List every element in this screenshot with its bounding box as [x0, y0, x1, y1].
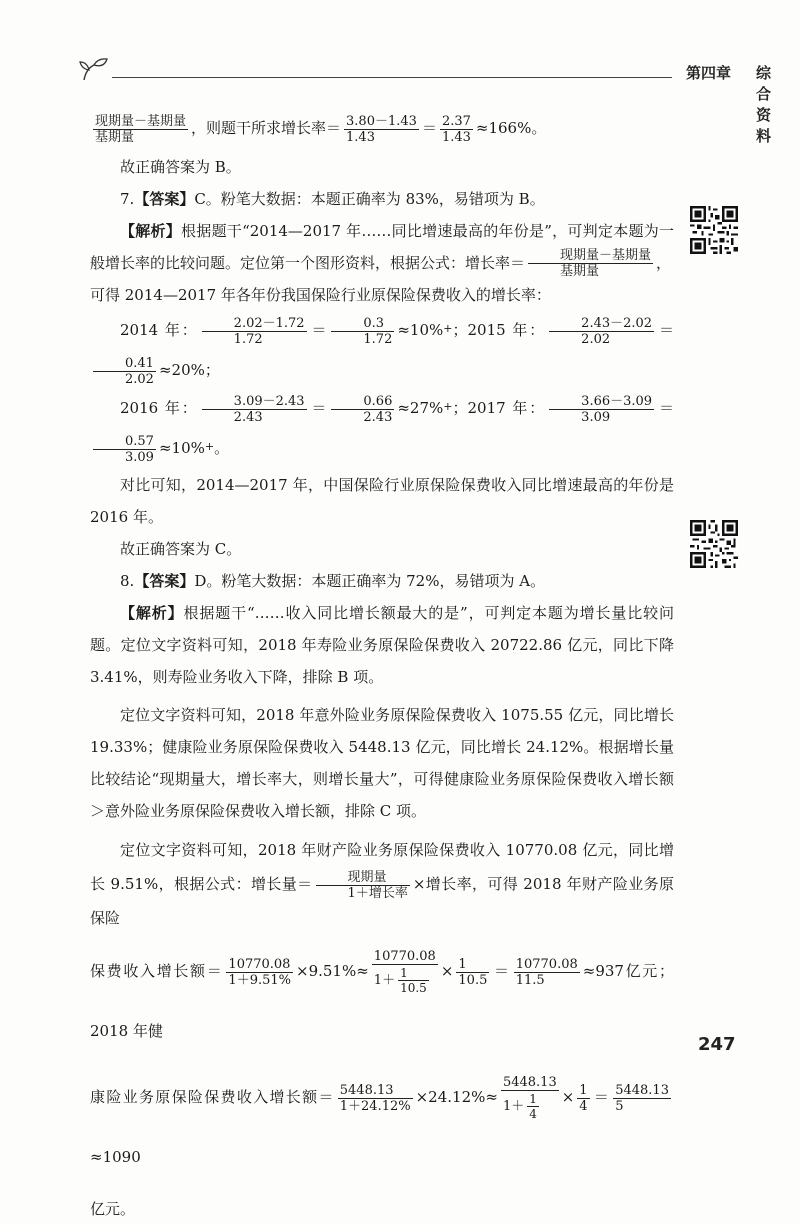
fraction: $\frac{3.09-2.43}{2.43}$ [202, 394, 307, 425]
fraction: $\frac{10770.08}{1+9.51\%}$ [228, 956, 291, 988]
paragraph: 定位文字资料可知，2018 年意外险业务原保险保费收入 1075.55 亿元，同比增长 19.33%；健康险业务原保险保费收入 5448.13 亿元，同比增长 24.12%。根据增长量比较结论“现期量大，增长率大，则增长量大”，可得健康险业务原保险保费收入增长额＞意外险业务原保险保费收入增长额，排除 C 项。 [90, 706, 674, 820]
paragraph: 【解析】根据题干“……收入同比增长额最大的是”，可判定本题为增长量比较问题。定位文字资料可知，2018 年寿险业务原保险保费收入 20722.86 亿元，同比下降 3.41%，则寿险业务收入下降，排除 B 项。 [90, 604, 674, 686]
fraction: 5448.13 1＋ $\frac{1}{4}$ [502, 1074, 557, 1121]
answer-line-8: 8.【答案】D。粉笔大数据：本题正确率为 72%，易错项为 A。 [120, 572, 546, 590]
fraction: $\frac{0.3}{1.72}$ [331, 316, 394, 347]
fraction: 现期量 1＋增长率 [316, 870, 410, 901]
fraction: $\frac{2.02-1.72}{1.72}$ [202, 316, 307, 347]
fraction: 现期量－基期量 基期量 [528, 248, 653, 279]
page-number: 247 [698, 1034, 736, 1055]
calc-line: 2014 年： $\frac{2.02-1.72}{1.72}$ ＝ $\frac{0.3}{1.72}$ ≈10%+；2015 年： $\frac{2.43-2.02}{2.02}$ ＝ $\frac{0.41}{2.02}$ ≈20%； [90, 311, 674, 389]
fraction: $\frac{10770.08}{11.5}$ [515, 956, 578, 988]
calc-line: 2016 年： $\frac{3.09-2.43}{2.43}$ ＝ $\frac{0.66}{2.43}$ ≈27%+；2017 年： $\frac{3.66-3.09}{3.09}$ ＝ $\frac{0.57}{3.09}$ ≈10%+。 [90, 389, 674, 469]
fraction: 10770.08 1＋ $\frac{1}{10.5}$ [373, 948, 436, 995]
leaf-icon [78, 56, 110, 82]
paragraph: 定位文字资料可知，2018 年财产险业务原保险保费收入 10770.08 亿元，同比增长 9.51%，根据公式：增长量＝ 现期量 1＋增长率 ×增长率，可得 2018 年财产险业务原保险 [90, 841, 675, 927]
page-body [90, 112, 674, 1225]
qr-code-icon[interactable] [690, 520, 738, 568]
calc-line: 保费收入增长额＝ $\frac{10770.08}{1+9.51\%}$ ×9.51%≈ 10770.08 1＋ $\frac{1}{10.5}$ × $\frac{1}{10.5}$ ＝ $\frac{10770.08}{11.5}$ ≈937亿元；2018 年健 [90, 948, 674, 1040]
answer-line-7: 7.【答案】C。粉笔大数据：本题正确率为 83%，易错项为 B。 [120, 189, 545, 208]
fraction: $\frac{1}{10.5}$ [458, 956, 488, 988]
paragraph: 【解析】根据题干“2014—2017 年……同比增速最高的年份是”，可判定本题为一般增长率的比较问题。定位第一个图形资料，根据公式：增长率＝ 现期量－基期量 基期量 ， [90, 221, 674, 279]
fraction: $\frac{1}{4}$ [529, 1091, 537, 1121]
paragraph: 亿元。 [90, 1200, 136, 1218]
fraction: $\frac{3.66-3.09}{3.09}$ [549, 394, 654, 425]
fraction: $\frac{0.66}{2.43}$ [331, 394, 394, 425]
qr-code-icon[interactable] [690, 206, 738, 254]
fraction: $\frac{0.41}{2.02}$ [93, 356, 156, 387]
fraction: $\frac{1}{10.5}$ [400, 965, 427, 995]
calc-line: 康险业务原保险保费收入增长额＝ $\frac{5448.13}{1+24.12\%}$ ×24.12%≈ 5448.13 1＋ $\frac{1}{4}$ × $\frac{1}{4}$ ＝ $\frac{5448.13}{5}$ ≈1090 [90, 1074, 669, 1166]
chapter-label: 第四章 [686, 64, 732, 82]
fraction: $\frac{2.43-2.02}{2.02}$ [549, 316, 654, 347]
header-rule [112, 77, 672, 78]
fraction: $\frac{2.37}{1.43}$ [441, 113, 471, 145]
fraction: $\frac{3.80-1.43}{1.43}$ [346, 113, 417, 145]
paragraph: 可得 2014—2017 年各年份我国保险行业原保险保费收入的增长率： [90, 286, 551, 304]
section-label: 综合资料 [756, 64, 772, 145]
fraction: 现期量－基期量 基期量 [95, 113, 187, 145]
paragraph: 对比可知，2014—2017 年，中国保险行业原保险保费收入同比增速最高的年份是 2016 年。 [90, 476, 674, 526]
fraction: $\frac{1}{4}$ [579, 1082, 588, 1114]
fraction: $\frac{5448.13}{5}$ [615, 1082, 669, 1114]
fraction: $\frac{5448.13}{1+24.12\%}$ [339, 1082, 411, 1114]
paragraph: 现期量－基期量 基期量 ，则题干所求增长率＝ $\frac{3.80-1.43}{1.43}$ ＝ $\frac{2.37}{1.43}$ ≈166%。 [95, 113, 547, 145]
conclusion-text: 故正确答案为 B。 [120, 157, 241, 176]
fraction: $\frac{0.57}{3.09}$ [93, 434, 156, 465]
conclusion-text: 故正确答案为 C。 [120, 540, 242, 558]
